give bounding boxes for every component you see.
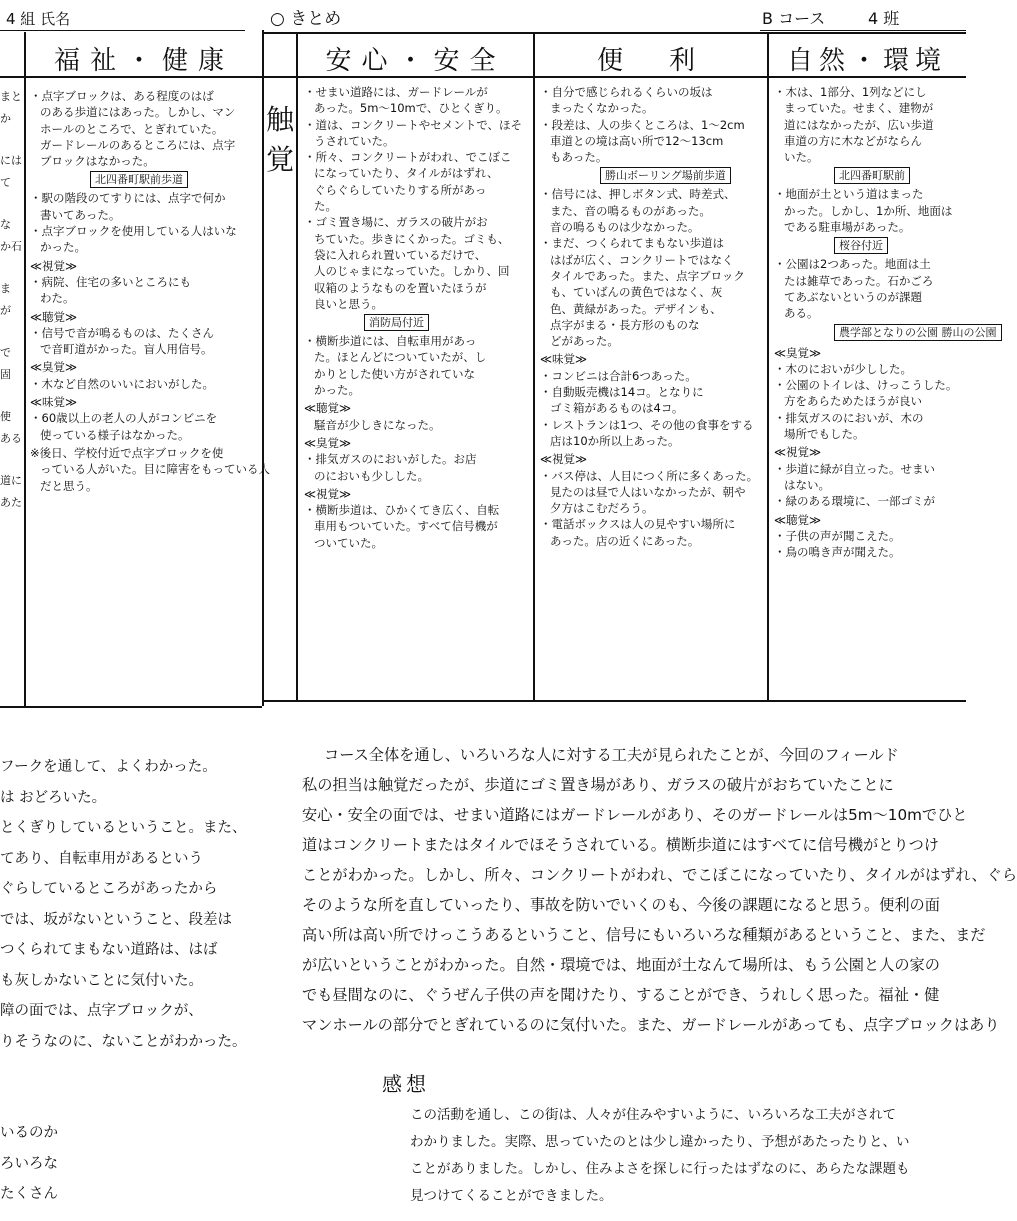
- cell-line: た。ほとんどについていたが、し: [314, 350, 487, 365]
- cell-line: タイルであった。また、点字ブロック: [550, 268, 745, 283]
- cell-line: わた。: [40, 291, 75, 306]
- cell-line: ・せまい道路には、ガードレールが: [304, 85, 488, 99]
- table-bottom-rule-right: [262, 700, 966, 702]
- cell-line: ・横断歩道は、ひかくてき広く、自転: [304, 503, 500, 518]
- cell-line: ≪聴覚≫: [304, 401, 352, 416]
- cell-line: かった。: [314, 383, 360, 398]
- cell-line: あった。店の近くにあった。: [550, 533, 700, 548]
- cell-line: ・コンビニは合計6つあった。: [540, 368, 697, 383]
- cell-line: 見たのは昼で人はいなかったが、朝や: [550, 484, 746, 499]
- cell-line: ≪視覚≫: [304, 486, 352, 501]
- cell-line: ・公園は2つあった。地面は土: [774, 257, 931, 272]
- cell-line: かりとした使い方がされていな: [314, 366, 475, 381]
- cell-line: はばが広く、コンクリートではなく: [550, 252, 734, 267]
- side-label-touch: 触 覚: [265, 103, 294, 176]
- cell-line: あった。5m〜10mで、ひとくぎり。: [314, 101, 508, 116]
- cell-line: ≪味覚≫: [540, 352, 588, 367]
- cell-line: 使っている様子はなかった。: [40, 427, 190, 442]
- cell-line: [540, 165, 766, 186]
- cell-line: ≪視覚≫: [30, 258, 78, 273]
- cell-line: 点字がまる・長方形のものな: [550, 317, 700, 332]
- cell-line: ・木など自然のいいにおいがした。: [30, 376, 214, 391]
- cell-line: ・レストランは1つ、その他の食事をする: [540, 417, 754, 432]
- column-heading-safety: 安心・安全: [325, 46, 506, 76]
- cell-line: ・信号には、押しボタン式、時差式、: [540, 187, 736, 202]
- essay-line: 道はコンクリートまたはタイルでほそうされている。横断歩道にはすべてに信号機がとりつけ: [302, 836, 939, 854]
- cell-line: ・60歳以上の老人の人がコンビニを: [30, 411, 218, 426]
- cell-line: になっていたり、タイルがはずれ、: [314, 166, 499, 181]
- cell-line: 車用もついていた。すべて信号機が: [314, 519, 498, 534]
- margin-fragment: て: [0, 176, 11, 189]
- margin-fragment: 固: [0, 368, 11, 381]
- cell-line: まっていた。せまく、建物が: [784, 101, 934, 116]
- cell-line: 店は10か所以上あった。: [550, 433, 680, 448]
- cell-line: 車道の方に木などがならん: [784, 133, 922, 148]
- cell-line: 色、黄緑があった。デザインも、: [550, 301, 722, 316]
- location-stamp: 桜谷付近: [834, 237, 888, 254]
- cell-line: 騒音が少しきになった。: [314, 417, 441, 432]
- header-course: B コース: [762, 9, 826, 28]
- table-divider-2: [262, 30, 264, 706]
- cell-line: いた。: [784, 150, 819, 165]
- cell-line: また、音の鳴るものがあった。: [550, 203, 711, 218]
- cell-line: ・ゴミ置き場に、ガラスの破片がお: [304, 215, 488, 230]
- cell-line: ガードレールのあるところには、点字: [40, 137, 236, 152]
- margin-fragment: ある: [0, 432, 22, 445]
- essay-line: 私の担当は触覚だったが、歩道にゴミ置き場があり、ガラスの破片がおちていたことに: [302, 776, 894, 794]
- location-stamp: 勝山ボーリング場前歩道: [600, 167, 731, 184]
- cell-convenience: [540, 84, 766, 696]
- cell-line: ≪臭覚≫: [774, 345, 822, 360]
- summary-essay: [302, 740, 1017, 1052]
- location-stamp: 北四番町駅前歩道: [90, 171, 188, 188]
- column-heading-welfare: 福祉・健康: [53, 46, 234, 76]
- cell-line: ・子供の声が聞こえた。: [774, 528, 901, 543]
- cell-line: ・信号で音が鳴るものは、たくさん: [30, 325, 214, 340]
- header-summary-title: ○ きとめ: [270, 9, 342, 29]
- essay-line: マンホールの部分でとぎれているのに気付いた。また、ガードレールがあっても、点字ブロックはあり: [302, 1016, 1000, 1034]
- cell-line: ≪聴覚≫: [30, 309, 78, 324]
- location-stamp: 北四番町駅前: [834, 167, 910, 184]
- cell-line: ・木のにおいが少しした。: [774, 361, 912, 376]
- essay-fragment-line: フークを通して、よくわかった。: [0, 759, 217, 775]
- cell-line: ・点字ブロックは、ある程度のはば: [30, 89, 214, 103]
- essay-fragment-line: たくさん: [0, 1186, 58, 1202]
- cell-line: ・まだ、つくられてまもない歩道は: [540, 236, 724, 251]
- essay-line: 高い所は高い所でけっこうあるということ、信号にもいろいろな種類があるということ、また、まだ: [302, 926, 986, 944]
- margin-fragment: まと: [0, 90, 22, 103]
- header-rule-right: [760, 30, 966, 31]
- left-essay-fragments: [0, 752, 248, 1212]
- cell-line: だと思う。: [40, 478, 98, 493]
- essay-fragment-line: ろいろな: [0, 1155, 58, 1172]
- essay-fragment-line: りそうなのに、ないことがわかった。: [0, 1033, 247, 1050]
- cell-line: [774, 322, 997, 343]
- table-divider-4: [533, 32, 535, 700]
- cell-line: も、ていばんの黄色ではなく、灰: [550, 285, 723, 300]
- margin-fragment: な: [0, 218, 11, 231]
- cell-line: ・所々、コンクリートがわれ、でこぼこ: [304, 150, 512, 165]
- cell-environment: [774, 84, 997, 696]
- cell-line: ホールのところで、とぎれていた。: [40, 121, 224, 136]
- margin-fragment: ま: [0, 282, 11, 295]
- cell-line: ・木は、1部分、1列などにし: [774, 85, 927, 99]
- cell-line: [774, 235, 966, 256]
- essay-fragment-line: では、坂がないということ、段差は: [0, 911, 232, 928]
- cell-line: [30, 169, 260, 190]
- essay-fragment-line: つくられてまもない道路は、はば: [0, 942, 218, 958]
- cell-line: 車道との境は高い所で12〜13cm: [550, 133, 724, 148]
- cell-line: ゴミ箱があるものは4コ。: [550, 401, 684, 416]
- essay-fragment-line: は おどろいた。: [0, 789, 107, 806]
- cell-line: ・駅の階段のてすりには、点字で何か: [30, 191, 226, 206]
- column-heading-convenience: 便 利: [596, 46, 705, 76]
- essay-line: でも昼間なのに、ぐうぜん子供の声を聞けたり、することができ、うれしく思った。福祉・健: [302, 986, 940, 1004]
- cell-line: もあった。: [550, 150, 608, 165]
- margin-fragment: あた: [0, 496, 22, 509]
- essay-fragment-line: [0, 1088, 248, 1119]
- cell-line: ・排気ガスのにおいがした。お店: [304, 452, 477, 467]
- cell-line: まったくなかった。: [550, 101, 654, 116]
- cell-line: ・病院、住宅の多いところにも: [30, 274, 191, 289]
- impressions-line: わかりました。実際、思っていたのとは少し違かったり、予想があたったりと、い: [410, 1134, 910, 1150]
- cell-line: ≪臭覚≫: [30, 360, 78, 375]
- cell-line: たは雑草であった。石かごろ: [784, 273, 934, 288]
- cell-line: ≪臭覚≫: [304, 435, 352, 450]
- cell-line: 道にはなかったが、広い歩道: [784, 117, 934, 132]
- margin-fragment: 道に: [0, 474, 22, 487]
- essay-fragment-line: とくぎりしているということ。また、: [0, 820, 247, 836]
- cell-line: た。: [314, 199, 337, 214]
- cell-line: ・緑のある環境に、一部ゴミが: [774, 494, 935, 509]
- header-group: 4 班: [868, 9, 900, 28]
- cell-safety: [304, 84, 532, 696]
- cell-line: かった。しかし、1か所、地面は: [784, 203, 953, 218]
- cell-line: ・道は、コンクリートやセメントで、ほそ: [304, 117, 523, 132]
- cell-line: ≪聴覚≫: [774, 512, 822, 527]
- cell-line: のにおいも少しした。: [314, 468, 429, 483]
- essay-line: 安心・安全の面では、せまい道路にはガードレールがあり、そのガードレールは5m〜10mでひと: [302, 806, 968, 824]
- cell-line: 袋に入れられ置いているだけで、: [314, 247, 487, 262]
- impressions-title: 感想: [382, 1072, 430, 1096]
- cell-line: 人のじゃまになっていた。しかり、回: [314, 264, 510, 279]
- cell-line: ある。: [784, 306, 819, 321]
- essay-fragment-line: も灰しかないことに気付いた。: [0, 972, 203, 989]
- cell-line: ・バス停は、人目につく所に多くあった。: [540, 468, 759, 483]
- cell-line: である駐車場があった。: [784, 220, 911, 235]
- essay-fragment-line: 障の面では、点字ブロックが、: [0, 1003, 203, 1019]
- essay-fragment-line: いるのか: [0, 1125, 58, 1141]
- cell-line: ぐらぐらしていたりする所があっ: [314, 182, 487, 197]
- essay-line: コース全体を通し、いろいろな人に対する工夫が見られたことが、今回のフィールド: [324, 746, 899, 764]
- cell-line: っている人がいた。目に障害をもっている人: [40, 462, 270, 477]
- cell-line: ・歩道に緑が自立った。せまい: [774, 461, 935, 476]
- cell-line: どがあった。: [550, 334, 619, 349]
- cell-line: ・点字ブロックを使用している人はいな: [30, 224, 237, 239]
- cell-line: [774, 165, 966, 186]
- cell-line: 場所でもした。: [784, 427, 865, 442]
- location-stamp: 農学部となりの公園 勝山の公園: [834, 324, 1002, 341]
- table-divider-3: [296, 32, 298, 700]
- cell-line: ・公園のトイレは、けっこうした。: [774, 378, 958, 393]
- cell-line: のある歩道にはあった。しかし、マン: [40, 105, 236, 120]
- cell-line: かった。: [40, 240, 86, 255]
- cell-line: ちていた。歩きにくかった。ゴミも、: [314, 231, 510, 246]
- table-divider-1: [24, 32, 26, 706]
- cell-line: 方をあらためたほうが良い: [784, 394, 922, 409]
- cell-line: 書いてあった。: [40, 207, 121, 222]
- cell-line: ブロックはなかった。: [40, 154, 155, 169]
- cell-line: ついていた。: [314, 535, 383, 550]
- cell-line: ・排気ガスのにおいが、木の: [774, 410, 924, 425]
- margin-fragment: で: [0, 346, 11, 359]
- impressions-line: この活動を通し、この街は、人々が住みやすいように、いろいろな工夫がされて: [410, 1107, 896, 1123]
- cell-line: ≪視覚≫: [540, 452, 588, 467]
- cell-line: で音町道がかった。盲人用信号。: [40, 342, 213, 357]
- cell-line: ・電話ボックスは人の見やすい場所に: [540, 517, 736, 532]
- essay-fragment-line: ぐらしているところがあったから: [0, 881, 218, 897]
- cell-line: [304, 312, 532, 333]
- essay-line: が広いということがわかった。自然・環境では、地面が土なんて場所は、もう公園と人の家の: [302, 956, 940, 974]
- essay-line: そのような所を直していったり、事故を防いでいくのも、今後の課題になると思う。便利の面: [302, 896, 940, 914]
- margin-fragment: が: [0, 304, 11, 317]
- table-bottom-rule-left: [0, 706, 262, 708]
- essay-fragment-line: てあり、自転車用があるという: [0, 850, 203, 867]
- left-margin-fragments: [0, 86, 22, 702]
- header-class-name: 4 組 氏名: [6, 10, 71, 28]
- cell-line: てあぶないというのが課題: [784, 289, 922, 304]
- cell-line: 良いと思う。: [314, 296, 383, 311]
- header-rule-left: [0, 30, 245, 31]
- impressions-line: 見つけてくることができました。: [410, 1188, 613, 1204]
- location-stamp: 消防局付近: [364, 314, 429, 331]
- margin-fragment: には: [0, 154, 22, 167]
- essay-fragment-line: [0, 1057, 248, 1088]
- cell-line: ・段差は、人の歩くところは、1〜2cm: [540, 117, 745, 132]
- cell-line: 音の鳴るものは少なかった。: [550, 220, 700, 235]
- impressions-line: ことがありました。しかし、住みよさを探しに行ったはずなのに、あらたな課題も: [410, 1161, 910, 1177]
- cell-line: ・横断歩道には、自転車用があっ: [304, 334, 477, 349]
- cell-welfare: [30, 88, 270, 700]
- table-top-rule: [262, 32, 966, 34]
- impressions-text: [410, 1102, 966, 1220]
- table-divider-5: [767, 32, 769, 700]
- cell-line: ・鳥の鳴き声が聞えた。: [774, 545, 901, 560]
- column-heading-environment: 自然・環境: [787, 46, 948, 76]
- essay-line: ことがわかった。しかし、所々、コンクリートがわれ、でこぼこになっていたり、タイルがはずれ、ぐら: [302, 866, 1017, 884]
- cell-line: うされていた。: [314, 133, 395, 148]
- cell-line: ≪視覚≫: [774, 445, 822, 460]
- margin-fragment: 使: [0, 410, 11, 423]
- cell-line: ※後日、学校付近で点字ブロックを使: [30, 445, 224, 460]
- cell-line: 夕方はこむだろう。: [550, 501, 654, 516]
- cell-line: ≪味覚≫: [30, 395, 78, 410]
- margin-fragment: か: [0, 112, 11, 125]
- cell-line: ・地面が土という道はまった: [774, 187, 924, 202]
- cell-line: ・自分で感じられるくらいの坂は: [540, 85, 713, 99]
- cell-line: はない。: [784, 477, 830, 492]
- cell-line: 収箱のようなものを置いたほうが: [314, 280, 487, 295]
- cell-line: ・自動販売機は14コ。となりに: [540, 385, 704, 400]
- margin-fragment: か石: [0, 240, 22, 253]
